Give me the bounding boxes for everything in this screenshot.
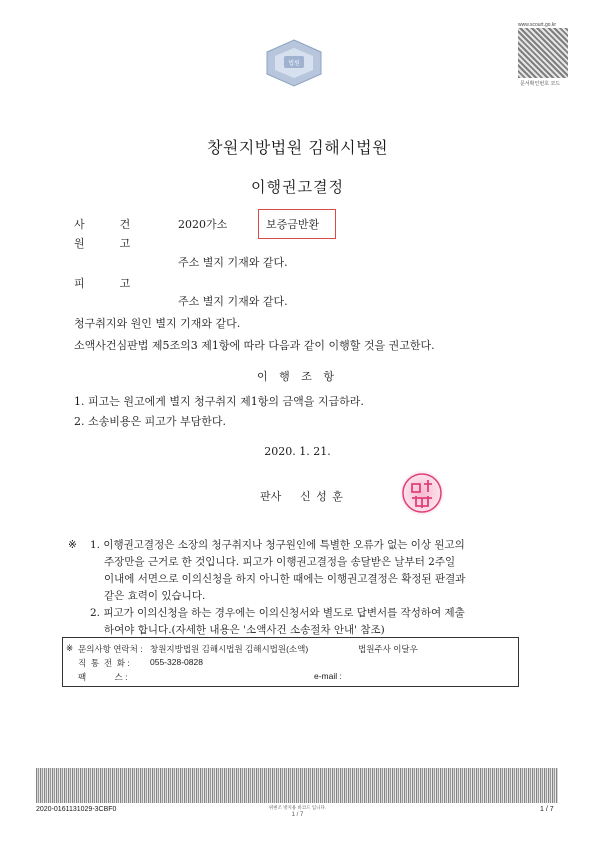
- notice-1-line-2: 주장만을 근거로 한 것입니다. 피고가 이행권고결정을 송달받은 날부터 2주일: [104, 556, 456, 568]
- defendant-label: 피 고: [74, 277, 131, 290]
- case-label: 사 건: [74, 218, 131, 231]
- document-id: 2020-0161131029-3CBF0: [36, 806, 117, 813]
- notice-2-line-1: 2. 피고가 이의신청을 하는 경우에는 이의신청서와 별도로 답변서를 작성하여 제출: [90, 607, 465, 619]
- page-number: 1 / 7: [540, 806, 554, 813]
- defendant-address: 주소 별지 기재와 같다.: [178, 295, 288, 308]
- anti-forgery-barcode: [36, 768, 558, 803]
- terms-title: 이 행 조 항: [257, 370, 338, 383]
- body-line-recommendation: 소액사건심판법 제5조의3 제1항에 따라 다음과 같이 이행할 것을 권고한다.: [74, 339, 435, 352]
- court-emblem: [259, 38, 329, 88]
- seal-text: 법원: [288, 60, 300, 67]
- notice-mark: ※: [68, 539, 77, 551]
- email-label: e-mail :: [314, 671, 342, 681]
- notice-1-line-1: 1. 이행권고결정은 소장의 청구취지나 청구원인에 특별한 오류가 없는 이상 원고의: [90, 539, 465, 551]
- contact-mark: ※: [66, 643, 74, 653]
- qr-url: www.scourt.go.kr: [518, 22, 557, 28]
- phone-label: 직 통 전 화 :: [78, 658, 130, 668]
- center-page-number: 1 / 7: [291, 812, 304, 818]
- court-name: 창원지방법원 김해시법원: [206, 138, 389, 157]
- case-number: 2020가소: [178, 218, 228, 231]
- notice-2-line-2: 하여야 합니다.(자세한 내용은 '소액사건 소송절차 안내' 참조): [104, 624, 385, 636]
- notice-1-line-3: 이내에 서면으로 이의신청을 하지 아니한 때에는 이행권고결정은 확정된 판결과: [104, 573, 466, 585]
- barcode-caption: 위변조 방지용 바코드 입니다.: [268, 805, 327, 810]
- phone-value: 055-328-0828: [150, 657, 203, 667]
- notice-1-line-4: 같은 효력이 있습니다.: [104, 590, 206, 602]
- terms-item-1: 1. 피고는 원고에게 별지 청구취지 제1항의 금액을 지급하라.: [74, 395, 364, 408]
- qr-caption: 문서확인번호 코드: [520, 81, 561, 87]
- plaintiff-label: 원 고: [74, 237, 131, 250]
- judge-seal-stamp: [400, 470, 444, 516]
- body-line-claim: 청구취지와 원인 별지 기재와 같다.: [74, 317, 241, 330]
- clerk-name: 법원주사 이달우: [358, 644, 418, 654]
- inquiry-value: 창원지방법원 김해시법원 김해시법원(소액): [150, 644, 309, 654]
- case-name: 보증금반환: [266, 218, 320, 231]
- fax-label: 팩 스 :: [78, 672, 128, 682]
- judge-name: 신 성 훈: [300, 490, 344, 503]
- case-name-highlight: [258, 209, 336, 239]
- decision-date: 2020. 1. 21.: [264, 445, 331, 458]
- document-title: 이행권고결정: [251, 178, 344, 196]
- inquiry-label: 문의사항 연락처 :: [78, 644, 143, 654]
- qr-code: [518, 28, 568, 78]
- plaintiff-address: 주소 별지 기재와 같다.: [178, 256, 288, 269]
- judge-title: 판사: [260, 490, 282, 503]
- terms-item-2: 2. 소송비용은 피고가 부담한다.: [74, 415, 226, 428]
